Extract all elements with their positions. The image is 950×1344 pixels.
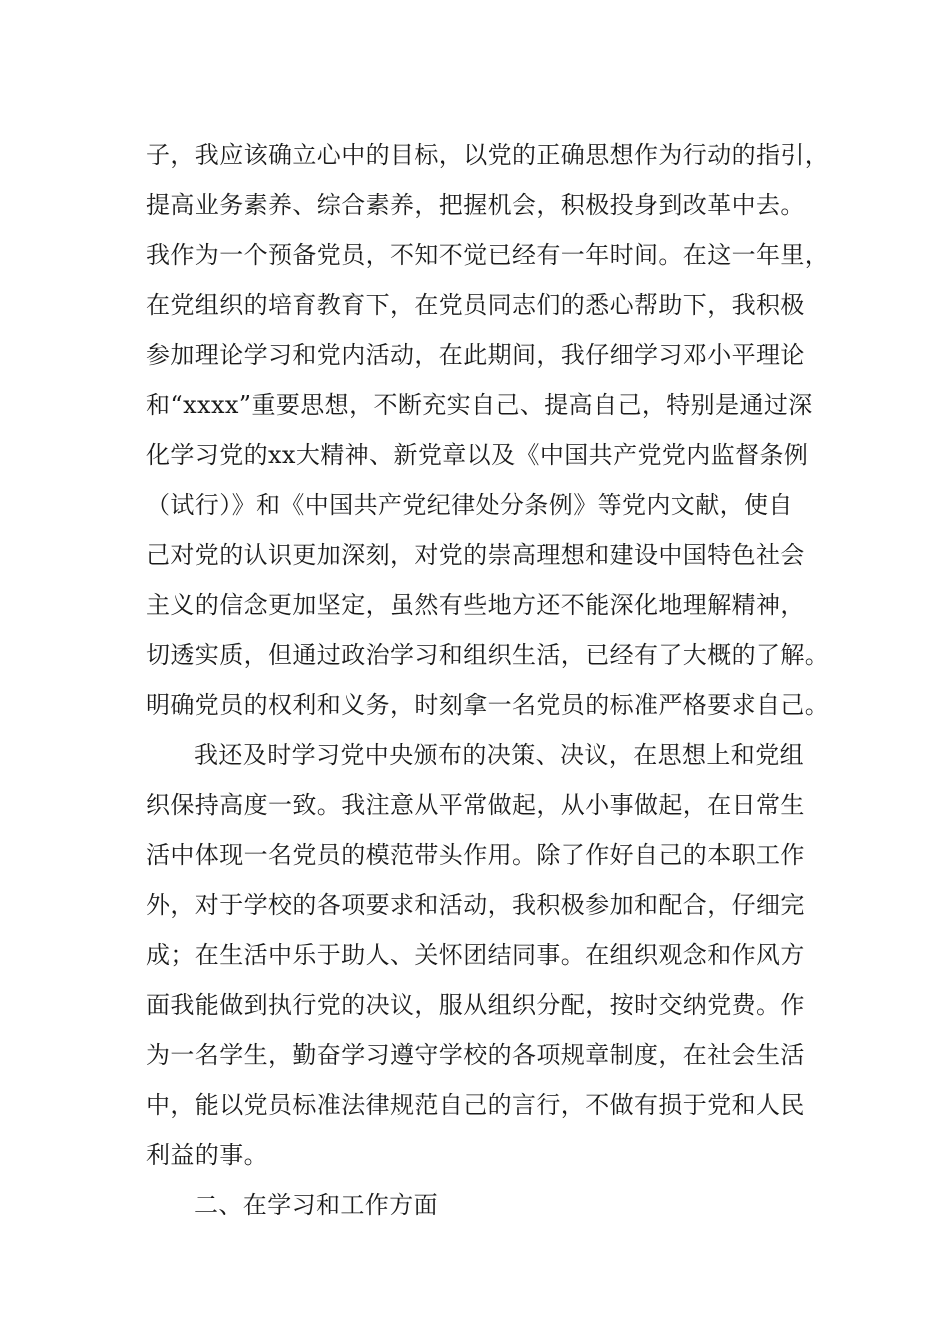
body-text <box>146 130 836 1230</box>
text-line: 中，能以党员标准法律规范自己的言行，不做有损于党和人民 <box>146 1091 805 1119</box>
text-line: 提高业务素养、综合素养，把握机会，积极投身到改革中去。 <box>146 191 805 219</box>
text-line: 化学习党的xx大精神、新党章以及《中国共产党党内监督条例 <box>146 441 809 469</box>
text-line: 在党组织的培育教育下，在党员同志们的悉心帮助下，我积极 <box>146 291 805 319</box>
text-line: 参加理论学习和党内活动，在此期间，我仔细学习邓小平理论 <box>146 341 805 369</box>
section-heading: 二、在学习和工作方面 <box>194 1191 438 1219</box>
text-line: 主义的信念更加坚定，虽然有些地方还不能深化地理解精神， <box>146 591 805 619</box>
text-line: （试行）》和《中国共产党纪律处分条例》等党内文献，使自 <box>146 491 793 519</box>
text-line: 己对党的认识更加深刻，对党的崇高理想和建设中国特色社会 <box>146 541 805 569</box>
paragraph-first-line: 我还及时学习党中央颁布的决策、决议，在思想上和党组 <box>194 741 804 769</box>
text-line: 我作为一个预备党员，不知不觉已经有一年时间。在这一年里， <box>146 241 830 269</box>
text-line: 子，我应该确立心中的目标，以党的正确思想作为行动的指引， <box>146 141 830 169</box>
text-line: 面我能做到执行党的决议，服从组织分配，按时交纳党费。作 <box>146 991 805 1019</box>
text-line: 明确党员的权利和义务，时刻拿一名党员的标准严格要求自己。 <box>146 691 830 719</box>
text-line: 活中体现一名党员的模范带头作用。除了作好自己的本职工作 <box>146 841 805 869</box>
text-line: 为一名学生，勤奋学习遵守学校的各项规章制度，在社会生活 <box>146 1041 805 1069</box>
text-line: 成；在生活中乐于助人、关怀团结同事。在组织观念和作风方 <box>146 941 805 969</box>
text-line: 和“xxxx”重要思想，不断充实自己、提高自己，特别是通过深 <box>146 391 813 419</box>
text-line: 外，对于学校的各项要求和活动，我积极参加和配合，仔细完 <box>146 891 805 919</box>
text-line: 织保持高度一致。我注意从平常做起，从小事做起，在日常生 <box>146 791 805 819</box>
text-line: 切透实质，但通过政治学习和组织生活，已经有了大概的了解。 <box>146 641 830 669</box>
text-line: 利益的事。 <box>146 1141 268 1169</box>
